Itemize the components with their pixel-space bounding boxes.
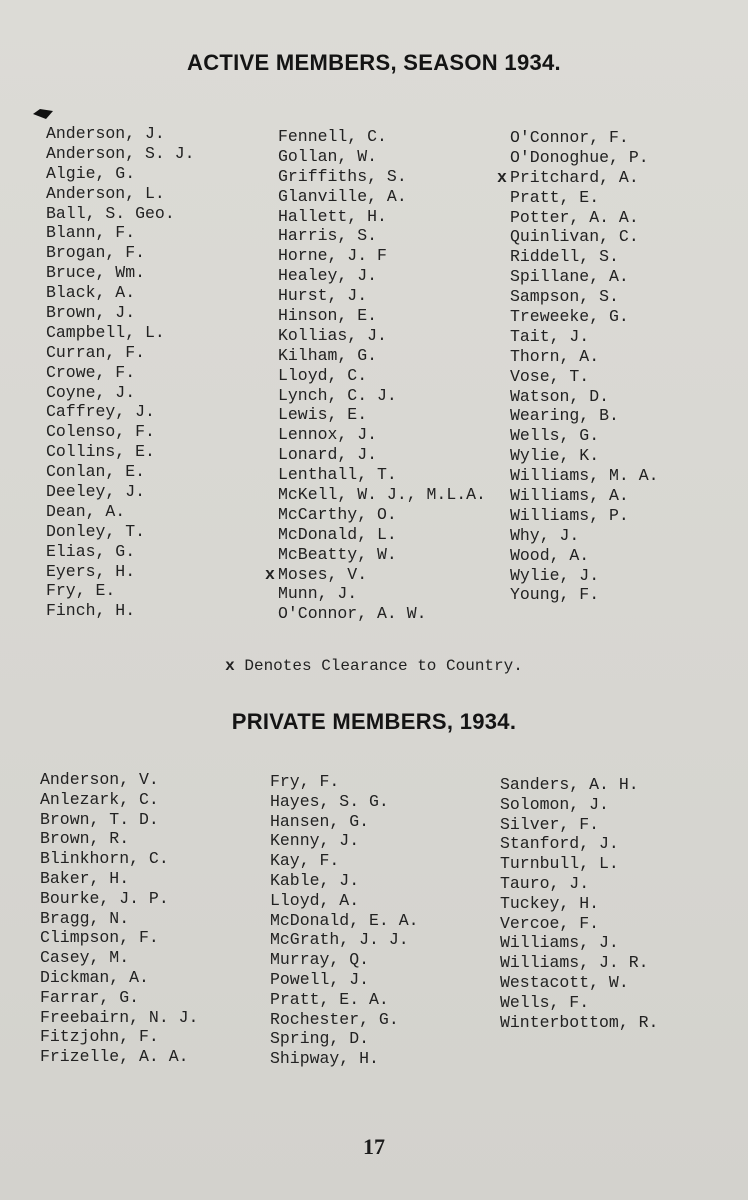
- member-name: Kollias, J.: [278, 325, 387, 345]
- member-name: x Pritchard, A.: [497, 167, 639, 187]
- member-name: Why, J.: [510, 525, 580, 545]
- member-name: McBeatty, W.: [278, 544, 397, 564]
- member-name: Tait, J.: [510, 326, 590, 346]
- member-name: Gollan, W.: [278, 146, 378, 166]
- member-name: Farrar, G.: [40, 987, 140, 1007]
- member-name: Casey, M.: [40, 948, 130, 968]
- member-name: Lewis, E.: [278, 405, 368, 425]
- member-name: Crowe, F.: [46, 362, 136, 382]
- member-name: Wylie, J.: [510, 565, 600, 585]
- member-name: Anderson, L.: [46, 183, 165, 203]
- member-name: Fry, F.: [270, 772, 340, 791]
- member-name: Kenny, J.: [270, 831, 360, 851]
- member-name: Deeley, J.: [46, 482, 146, 502]
- member-name: McGrath, J. J.: [270, 930, 409, 950]
- member-name: Munn, J.: [278, 584, 358, 604]
- private-members-title: PRIVATE MEMBERS, 1934.: [231, 709, 517, 734]
- member-name: Dean, A.: [46, 501, 126, 521]
- member-name: Anlezark, C.: [40, 789, 159, 809]
- member-name: Brown, T. D.: [40, 809, 159, 829]
- member-name: McDonald, E. A.: [270, 910, 419, 930]
- member-name: Bragg, N.: [40, 908, 130, 928]
- clearance-marker: x: [225, 657, 235, 675]
- member-name: Vercoe, F.: [500, 913, 600, 933]
- member-name: Turnbull, L.: [500, 854, 619, 874]
- member-name: Eyers, H.: [46, 561, 136, 581]
- member-name: Elias, G.: [46, 541, 136, 561]
- private-members-column-1: [40, 770, 198, 1067]
- member-name: Hayes, S. G.: [270, 791, 389, 811]
- active-members-title: ACTIVE MEMBERS, SEASON 1934.: [187, 50, 561, 75]
- member-name: Wylie, K.: [510, 446, 600, 466]
- private-members-column-3: [500, 775, 658, 1032]
- member-name: Brown, J.: [46, 303, 136, 323]
- member-name: Spillane, A.: [510, 267, 629, 287]
- member-name: McKell, W. J., M.L.A.: [278, 485, 486, 505]
- member-name: Hallett, H.: [278, 206, 387, 226]
- member-name: Colenso, F.: [46, 422, 155, 442]
- member-name: Curran, F.: [46, 342, 146, 362]
- member-name: Williams, M. A.: [510, 466, 659, 486]
- member-name: Kay, F.: [270, 851, 340, 871]
- member-name: Williams, A.: [510, 486, 629, 506]
- member-name: Powell, J.: [270, 969, 370, 989]
- active-members-column-3: [497, 128, 659, 605]
- member-name: Blann, F.: [46, 223, 136, 243]
- member-name: Young, F.: [510, 585, 600, 605]
- member-name: Blinkhorn, C.: [40, 849, 169, 869]
- member-name: Wearing, B.: [510, 406, 619, 426]
- member-name: Hurst, J.: [278, 286, 368, 306]
- member-name: Hansen, G.: [270, 811, 370, 831]
- member-name: Potter, A. A.: [510, 207, 639, 227]
- member-name: x Moses, V.: [265, 564, 368, 584]
- member-name: Griffiths, S.: [278, 166, 407, 186]
- member-name: Coyne, J.: [46, 382, 136, 402]
- member-name: Solomon, J.: [500, 794, 609, 814]
- private-members-column-2: [270, 772, 419, 1069]
- member-name: O'Donoghue, P.: [510, 147, 649, 167]
- member-name: Sanders, A. H.: [500, 775, 639, 794]
- member-name: McCarthy, O.: [278, 504, 397, 524]
- member-name: Brown, R.: [40, 829, 130, 849]
- member-name: Dickman, A.: [40, 967, 149, 987]
- member-name: Kilham, G.: [278, 345, 378, 365]
- member-name: Silver, F.: [500, 814, 600, 834]
- member-name: Conlan, E.: [46, 462, 146, 482]
- member-name: Pratt, E.: [510, 187, 600, 207]
- member-name: Hinson, E.: [278, 306, 378, 326]
- active-members-column-1: [46, 124, 195, 621]
- member-name: Finch, H.: [46, 601, 136, 621]
- clearance-note-text: Denotes Clearance to Country.: [244, 657, 523, 675]
- member-name: Fry, E.: [46, 581, 116, 601]
- member-name: Lloyd, A.: [270, 890, 360, 910]
- member-name: McDonald, L.: [278, 524, 397, 544]
- member-name: Algie, G.: [46, 163, 136, 183]
- member-name: Lynch, C. J.: [278, 385, 397, 405]
- member-name: Horne, J. F: [278, 246, 387, 266]
- active-members-column-2: [265, 127, 486, 624]
- member-name: O'Connor, A. W.: [278, 604, 427, 624]
- member-name: Tuckey, H.: [500, 893, 600, 913]
- member-name: Spring, D.: [270, 1029, 370, 1049]
- member-name: Williams, P.: [510, 505, 629, 525]
- member-name: Frizelle, A. A.: [40, 1047, 189, 1067]
- member-name: Climpson, F.: [40, 928, 159, 948]
- member-name: Lonard, J.: [278, 445, 378, 465]
- member-name: Pratt, E. A.: [270, 989, 389, 1009]
- member-name: Fennell, C.: [278, 127, 387, 146]
- member-name: Thorn, A.: [510, 346, 600, 366]
- member-name: Williams, J.: [500, 933, 619, 953]
- member-name: Kable, J.: [270, 870, 360, 890]
- member-name: Baker, H.: [40, 868, 130, 888]
- member-name: Bruce, Wm.: [46, 263, 146, 283]
- member-name: Wells, G.: [510, 426, 600, 446]
- member-name: Tauro, J.: [500, 873, 590, 893]
- clearance-mark: x: [497, 167, 507, 187]
- member-name: Watson, D.: [510, 386, 610, 406]
- member-name: Shipway, H.: [270, 1049, 379, 1069]
- member-name: Donley, T.: [46, 521, 146, 541]
- member-name: Lloyd, C.: [278, 365, 368, 385]
- member-name: Stanford, J.: [500, 834, 619, 854]
- member-name: Harris, S.: [278, 226, 378, 246]
- member-name: Murray, Q.: [270, 950, 370, 970]
- member-name: Anderson, V.: [40, 770, 159, 789]
- clearance-note: [0, 657, 748, 675]
- member-name: Ball, S. Geo.: [46, 203, 175, 223]
- member-name: Campbell, L.: [46, 322, 165, 342]
- member-name: Healey, J.: [278, 266, 378, 286]
- member-name: Lenthall, T.: [278, 465, 397, 485]
- member-name: Wells, F.: [500, 992, 590, 1012]
- member-name: Anderson, S. J.: [46, 143, 195, 163]
- member-name: Anderson, J.: [46, 124, 165, 143]
- member-name: Williams, J. R.: [500, 953, 649, 973]
- member-name: Westacott, W.: [500, 972, 629, 992]
- member-name: O'Connor, F.: [510, 128, 629, 147]
- member-name: Caffrey, J.: [46, 402, 155, 422]
- member-name: Freebairn, N. J.: [40, 1007, 199, 1027]
- member-name: Glanville, A.: [278, 186, 407, 206]
- member-name: Collins, E.: [46, 442, 155, 462]
- member-name: Quinlivan, C.: [510, 227, 639, 247]
- member-name: Riddell, S.: [510, 247, 619, 267]
- member-name: Wood, A.: [510, 545, 590, 565]
- member-name: Brogan, F.: [46, 243, 146, 263]
- page-number: 17: [363, 1134, 385, 1159]
- pencil-mark-icon: [32, 108, 54, 120]
- member-name: Black, A.: [46, 283, 136, 303]
- member-name: Bourke, J. P.: [40, 888, 169, 908]
- member-name: Vose, T.: [510, 366, 590, 386]
- member-name: Rochester, G.: [270, 1009, 399, 1029]
- member-name: Treweeke, G.: [510, 307, 629, 327]
- member-name: Winterbottom, R.: [500, 1012, 659, 1032]
- member-name: Lennox, J.: [278, 425, 378, 445]
- member-name: Sampson, S.: [510, 287, 619, 307]
- member-name: Fitzjohn, F.: [40, 1027, 159, 1047]
- clearance-mark: x: [265, 564, 275, 584]
